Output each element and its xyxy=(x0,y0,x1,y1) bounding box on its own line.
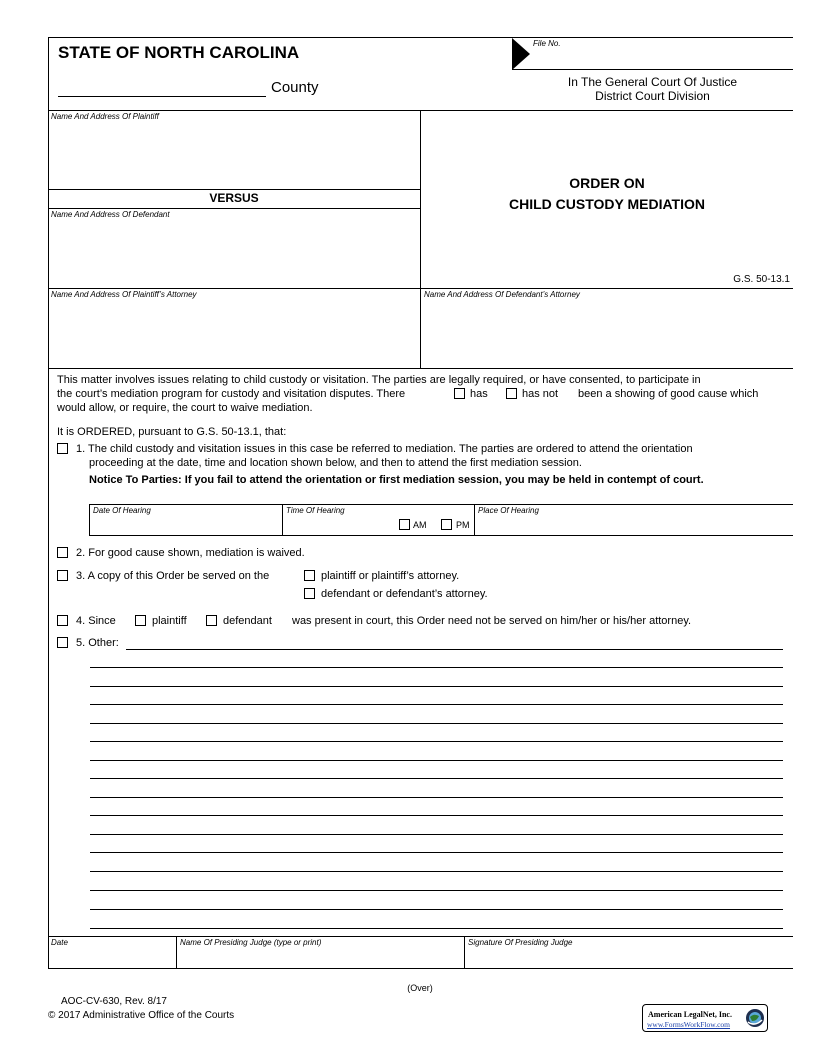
judge-name-input[interactable] xyxy=(179,948,462,966)
item4-text-b: was present in court, this Order need not be served on him/her or his/her attorney. xyxy=(292,615,692,627)
intro-line-2a: the court’s mediation program for custody and visitation disputes. There xyxy=(57,388,406,400)
item4-text-a: 4. Since xyxy=(76,615,116,627)
item4-checkbox[interactable] xyxy=(57,615,68,626)
top-border xyxy=(48,37,793,38)
has-label: has xyxy=(470,388,488,400)
judge-signature-label: Signature Of Presiding Judge xyxy=(468,938,573,947)
place-of-hearing-label: Place Of Hearing xyxy=(478,506,539,515)
item5-text: 5. Other: xyxy=(76,637,119,649)
signature-div-1 xyxy=(176,936,177,968)
pm-checkbox[interactable] xyxy=(441,519,452,530)
am-label: AM xyxy=(413,520,427,530)
item3-text: 3. A copy of this Order be served on the xyxy=(76,570,270,582)
date-of-hearing-input[interactable] xyxy=(92,516,278,533)
plaintiff-label: Name And Address Of Plaintiff xyxy=(51,112,159,121)
item1-line-2: proceeding at the date, time and location shown below, and then to attend the first mediation session. xyxy=(89,457,582,469)
judge-signature-input[interactable] xyxy=(467,948,791,966)
caption-bottom-line xyxy=(48,368,793,369)
other-line xyxy=(90,704,783,705)
legalnet-logo-name: American LegalNet, Inc. xyxy=(648,1010,732,1019)
date-label: Date xyxy=(51,938,68,947)
item3-plaintiff-label: plaintiff or plaintiff’s attorney. xyxy=(321,570,460,582)
other-line xyxy=(90,797,783,798)
other-line xyxy=(90,778,783,779)
form-title-line-1: ORDER ON xyxy=(569,175,645,191)
item1-checkbox[interactable] xyxy=(57,443,68,454)
plaintiff-attorney-label: Name And Address Of Plaintiff’s Attorney xyxy=(51,290,197,299)
ordered-statement: It is ORDERED, pursuant to G.S. 50-13.1, that: xyxy=(57,426,287,438)
item4-plaintiff-label: plaintiff xyxy=(152,615,187,627)
item4-defendant-checkbox[interactable] xyxy=(206,615,217,626)
other-line xyxy=(90,741,783,742)
statute-label: G.S. 50-13.1 xyxy=(733,274,790,285)
plaintiff-attorney-input[interactable] xyxy=(50,300,418,366)
defendant-attorney-label: Name And Address Of Defendant’s Attorney xyxy=(424,290,580,299)
judge-name-label: Name Of Presiding Judge (type or print) xyxy=(180,938,322,947)
over-label: (Over) xyxy=(407,983,433,993)
item1-line-1: 1. The child custody and visitation issues in this case be referred to mediation. The parties are ordered to attend the orientation xyxy=(76,443,693,455)
other-line xyxy=(90,928,783,929)
date-input[interactable] xyxy=(50,948,174,966)
caption-middle-divider xyxy=(420,110,421,368)
notice-to-parties: Notice To Parties: If you fail to attend the orientation or first mediation session, you may be held in contempt of court. xyxy=(89,474,704,486)
other-line xyxy=(90,686,783,687)
legalnet-logo xyxy=(642,1004,768,1032)
county-label: County xyxy=(271,79,319,96)
versus-label: VERSUS xyxy=(209,191,259,205)
item3-checkbox[interactable] xyxy=(57,570,68,581)
other-line xyxy=(90,871,783,872)
other-input[interactable] xyxy=(90,652,783,930)
item4-plaintiff-checkbox[interactable] xyxy=(135,615,146,626)
versus-bottom-line xyxy=(48,208,420,209)
other-line xyxy=(90,815,783,816)
form-number: AOC-CV-630, Rev. 8/17 xyxy=(61,996,167,1007)
am-checkbox[interactable] xyxy=(399,519,410,530)
hearing-table-div-1 xyxy=(282,504,283,535)
plaintiff-input[interactable] xyxy=(50,122,418,188)
signature-bottom-line xyxy=(48,968,793,969)
defendant-input[interactable] xyxy=(50,220,418,286)
legalnet-globe-icon xyxy=(745,1008,765,1028)
has-checkbox[interactable] xyxy=(454,388,465,399)
item2-checkbox[interactable] xyxy=(57,547,68,558)
item4-defendant-label: defendant xyxy=(223,615,272,627)
intro-line-1: This matter involves issues relating to child custody or visitation. The parties are legally required, or have consented, to participate in xyxy=(57,374,701,386)
other-line xyxy=(90,667,783,668)
item5-checkbox[interactable] xyxy=(57,637,68,648)
legalnet-logo-url: www.FormsWorkFlow.com xyxy=(647,1020,731,1029)
hearing-table-top xyxy=(89,504,793,505)
versus-top-line xyxy=(48,189,420,190)
copyright: © 2017 Administrative Office of the Courts xyxy=(48,1010,235,1021)
has-not-label: has not xyxy=(522,388,559,400)
file-no-label: File No. xyxy=(533,39,561,48)
item3-plaintiff-checkbox[interactable] xyxy=(304,570,315,581)
state-title: STATE OF NORTH CAROLINA xyxy=(58,43,300,62)
date-of-hearing-label: Date Of Hearing xyxy=(93,506,151,515)
other-line xyxy=(90,890,783,891)
other-line xyxy=(90,834,783,835)
hearing-table-left xyxy=(89,504,90,535)
place-of-hearing-input[interactable] xyxy=(477,516,791,533)
pm-label: PM xyxy=(456,520,470,530)
court-line-1: In The General Court Of Justice xyxy=(567,75,738,89)
hearing-table-bottom xyxy=(89,535,793,536)
other-line xyxy=(90,852,783,853)
file-no-arrow-icon xyxy=(512,38,530,70)
other-line-first xyxy=(126,649,783,650)
file-no-input[interactable] xyxy=(533,50,792,68)
other-line xyxy=(90,723,783,724)
other-line xyxy=(90,760,783,761)
signature-top-line xyxy=(48,936,793,937)
signature-div-2 xyxy=(464,936,465,968)
file-no-underline xyxy=(512,69,793,70)
county-input[interactable] xyxy=(58,80,266,97)
item3-defendant-label: defendant or defendant’s attorney. xyxy=(321,588,488,600)
other-line xyxy=(90,909,783,910)
attorney-top-line xyxy=(48,288,793,289)
time-of-hearing-input[interactable] xyxy=(285,516,393,533)
item3-defendant-checkbox[interactable] xyxy=(304,588,315,599)
court-line-2: District Court Division xyxy=(595,89,710,103)
form-title-line-2: CHILD CUSTODY MEDIATION xyxy=(508,196,705,212)
time-of-hearing-label: Time Of Hearing xyxy=(286,506,345,515)
defendant-attorney-input[interactable] xyxy=(423,300,791,366)
left-border xyxy=(48,37,49,969)
hearing-table-div-2 xyxy=(474,504,475,535)
defendant-label: Name And Address Of Defendant xyxy=(51,210,170,219)
intro-line-2b: been a showing of good cause which xyxy=(578,388,759,400)
has-not-checkbox[interactable] xyxy=(506,388,517,399)
item2-text: 2. For good cause shown, mediation is waived. xyxy=(76,547,305,559)
intro-line-3: would allow, or require, the court to waive mediation. xyxy=(57,402,313,414)
